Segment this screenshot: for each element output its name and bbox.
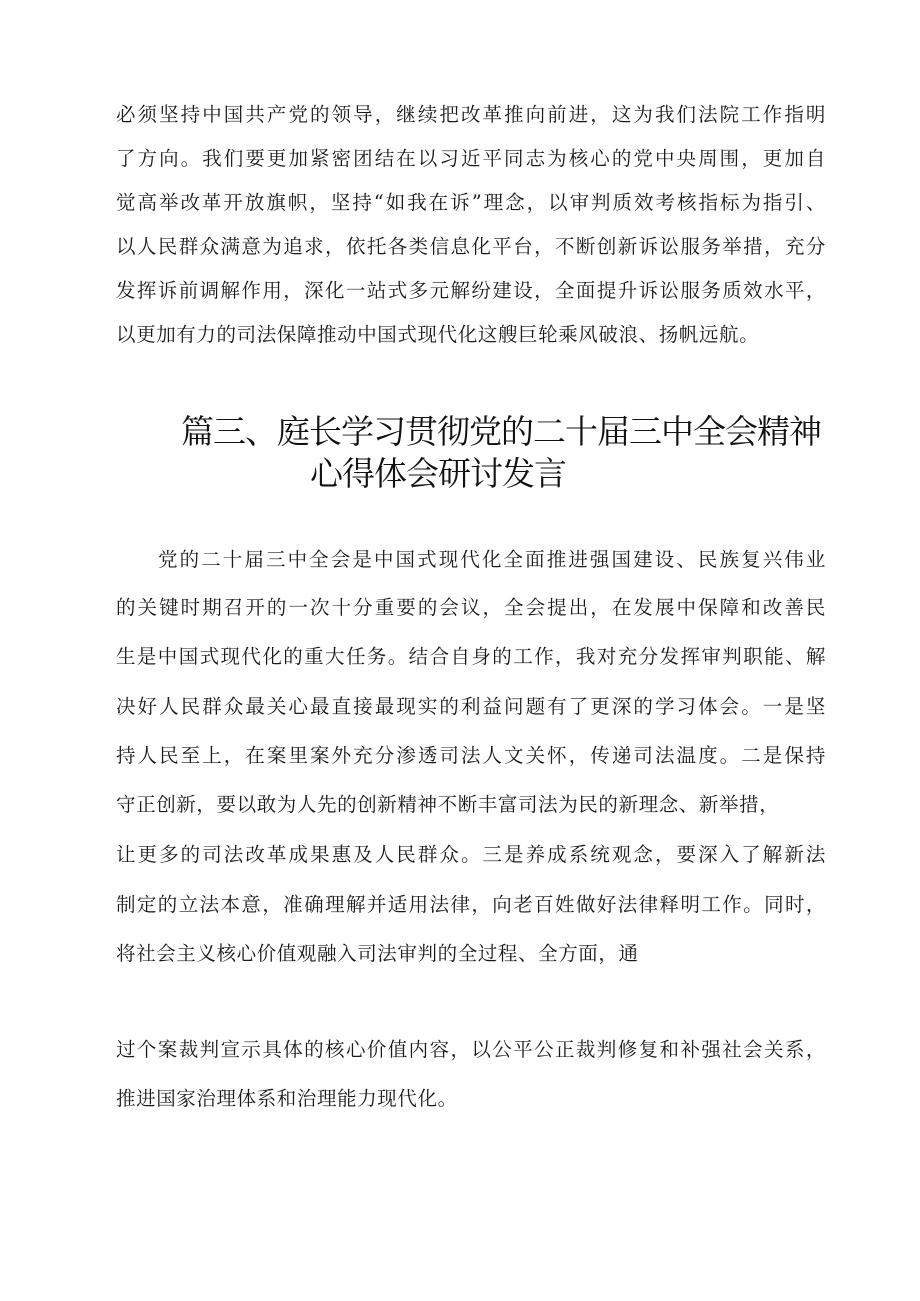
text-line: 过个案裁判宣示具体的核心价值内容，以公平公正裁判修复和补强社会关系， — [116, 1038, 826, 1061]
text-line: 了方向。我们要更加紧密团结在以习近平同志为核心的党中央周围，更加自 — [116, 147, 826, 170]
text-line: 决好人民群众最关心最直接最现实的利益问题有了更深的学习体会。一是坚 — [116, 695, 826, 718]
text-line: 持人民至上，在案里案外充分渗透司法人文关怀，传递司法温度。二是保持 — [116, 744, 826, 767]
heading-line-1: 篇三、庭长学习贯彻党的二十届三中全会精神 — [181, 412, 821, 451]
text-line: 推进国家治理体系和治理能力现代化。 — [116, 1087, 458, 1110]
text-line: 让更多的司法改革成果惠及人民群众。三是养成系统观念，要深入了解新法 — [116, 843, 826, 866]
text-line: 生是中国式现代化的重大任务。结合自身的工作，我对充分发挥审判职能、解 — [116, 645, 826, 668]
text-line: 守正创新，要以敢为人先的创新精神不断丰富司法为民的新理念、新举措， — [116, 793, 780, 816]
heading-line-2: 心得体会研讨发言 — [310, 454, 566, 493]
text-line: 觉高举改革开放旗帜，坚持“如我在诉”理念，以审判质效考核指标为指引、 — [116, 191, 826, 214]
text-line: 发挥诉前调解作用，深化一站式多元解纷建设，全面提升诉讼服务质效水平， — [116, 279, 826, 302]
text-line: 以人民群众满意为追求，依托各类信息化平台，不断创新诉讼服务举措，充分 — [116, 235, 826, 258]
text-line: 必须坚持中国共产党的领导，继续把改革推向前进，这为我们法院工作指明 — [116, 103, 826, 126]
text-line: 的关键时期召开的一次十分重要的会议，全会提出，在发展中保障和改善民 — [116, 596, 826, 619]
text-line: 制定的立法本意，准确理解并适用法律，向老百姓做好法律释明工作。同时， — [116, 893, 826, 916]
text-line: 将社会主义核心价值观融入司法审判的全过程、全方面，通 — [116, 942, 639, 965]
text-line: 以更加有力的司法保障推动中国式现代化这艘巨轮乘风破浪、扬帆远航。 — [116, 323, 760, 346]
text-line: 党的二十届三中全会是中国式现代化全面推进强国建设、民族复兴伟业 — [158, 548, 826, 571]
